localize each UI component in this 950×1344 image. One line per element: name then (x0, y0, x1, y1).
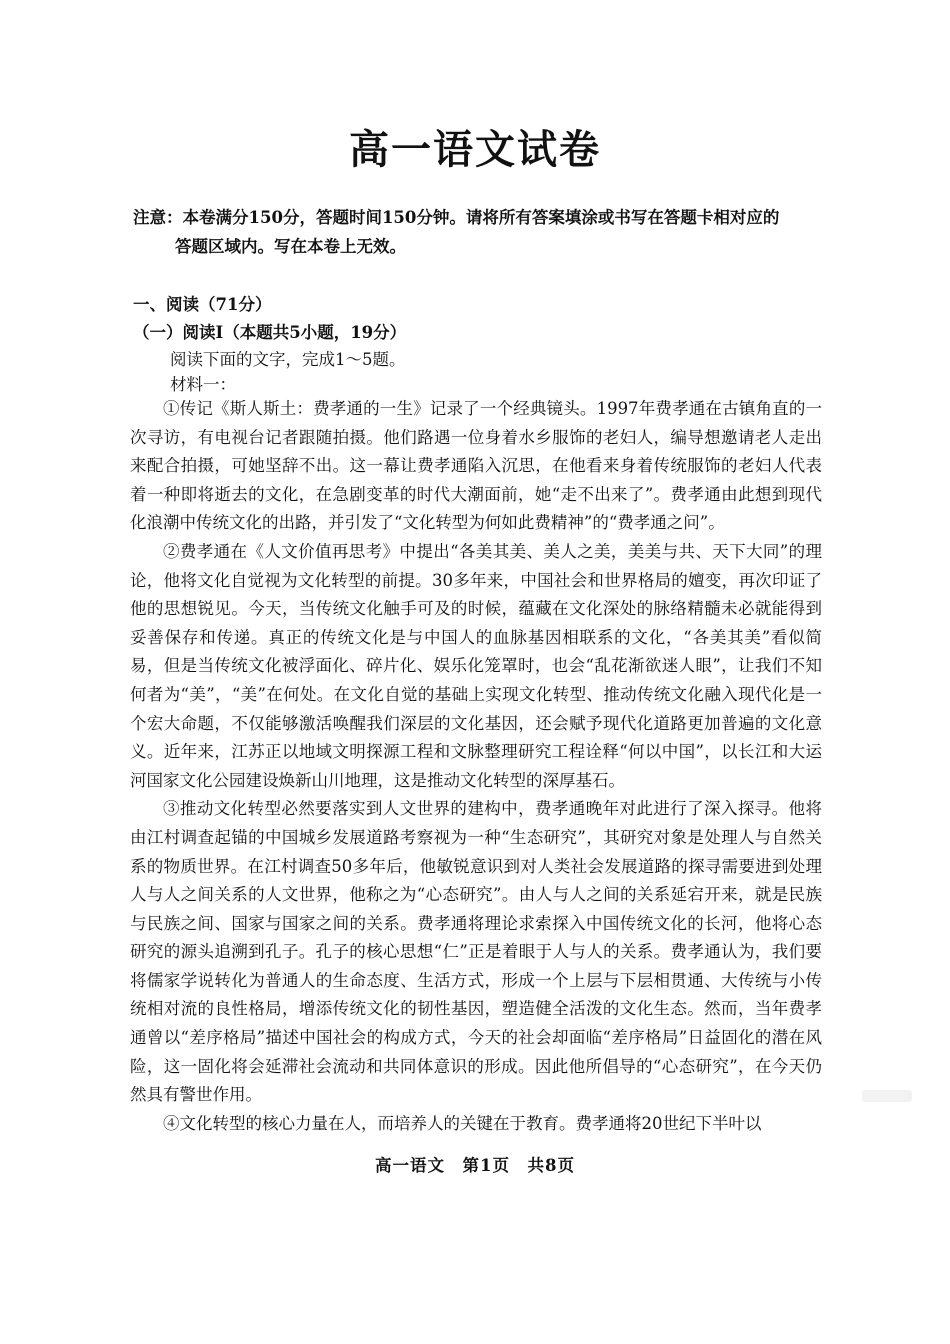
reading-instruction: 阅读下面的文字，完成1～5题。 (170, 350, 406, 369)
paragraph-1: ①传记《斯人斯土：费孝通的一生》记录了一个经典镜头。1997年费孝通在古镇角直的一次寻访，有电视台记者跟随拍摄。他们路遇一位身着水乡服饰的老妇人，编导想邀请老人走出来配合拍摄，可她坚辞不出。这一幕让费孝通陷入沉思，在他看来身着传统服饰的老妇人代表着一种即将逝去的文化，在急剧变革的时代大潮面前，她“走不出来了”。费孝通由此想到现代化浪潮中传统文化的出路，并引发了“文化转型为何如此费精神”的“费孝通之问”。 (130, 399, 822, 533)
notice-block (133, 203, 833, 261)
page-footer: 高一语文 第1页 共8页 (375, 1156, 575, 1175)
paragraph-2: ②费孝通在《人文价值再思考》中提出“各美其美、美人之美，美美与共、天下大同”的理论，他将文化自觉视为文化转型的前提。30多年来，中国社会和世界格局的嬗变，再次印证了他的思想锐见。今天，当传统文化触手可及的时候，蕴藏在文化深处的脉络精髓未必就能得到妥善保存和传递。真正的传统文化是与中国人的血脉基因相联系的文化，“各美其美”看似简易，但是当传统文化被浮面化、碎片化、娱乐化笼罩时，也会“乱花渐欲迷人眼”，让我们不知何者为“美”，“美”在何处。在文化自觉的基础上实现文化转型、推动传统文化融入现代化是一个宏大命题，不仅能够激活唤醒我们深层的文化基因，还会赋予现代化道路更加普遍的文化意义。近年来，江苏正以地域文明探源工程和文脉整理研究工程诠释“何以中国”，以长江和大运河国家文化公园建设焕新山川地理，这是推动文化转型的深厚基石。 (130, 541, 822, 790)
subsection-heading: （一）阅读Ⅰ（本题共5小题，19分） (133, 323, 407, 342)
notice-line-2: 答题区域内。写在本卷上无效。 (175, 237, 406, 256)
watermark-logo (862, 1090, 912, 1102)
paragraph-3: ③推动文化转型必然要落实到人文世界的建构中，费孝通晚年对此进行了深入探寻。他将由江村调查起锚的中国城乡发展道路考察视为一种“生态研究”，其研究对象是处理人与自然关系的物质世界。在江村调查50多年后，他敏锐意识到对人类社会发展道路的探寻需要进到处理人与人之间关系的人文世界，他称之为“心态研究”。由人与人之间的关系延宕开来，就是民族与民族之间、国家与国家之间的关系。费孝通将理论求索探入中国传统文化的长河，他将心态研究的源头追溯到孔子。孔子的核心思想“仁”正是着眼于人与人的关系。费孝通认为，我们要将儒家学说转化为普通人的生命态度、生活方式，形成一个上层与下层相贯通、大传统与小传统相对流的良性格局，增添传统文化的韧性基因，塑造健全活泼的文化生态。然而，当年费孝通曾以“差序格局”描述中国社会的构成方式，今天的社会却面临“差序格局”日益固化的潜在风险，这一固化将会延滞社会流动和共同体意识的形成。因此他所倡导的“心态研究”，在今天仍然具有警世作用。 (130, 799, 822, 1105)
notice-line-1: 注意：本卷满分150分，答题时间150分钟。请将所有答案填涂或书写在答题卡相对应的 (133, 208, 780, 227)
reading-passage (130, 395, 822, 1138)
material-label: 材料一： (170, 375, 236, 394)
page-title: 高一语文试卷 (349, 126, 601, 173)
section-heading: 一、阅读（71分） (133, 295, 272, 314)
paragraph-4: ④文化转型的核心力量在人，而培养人的关键在于教育。费孝通将20世纪下半叶以 (163, 1113, 762, 1133)
